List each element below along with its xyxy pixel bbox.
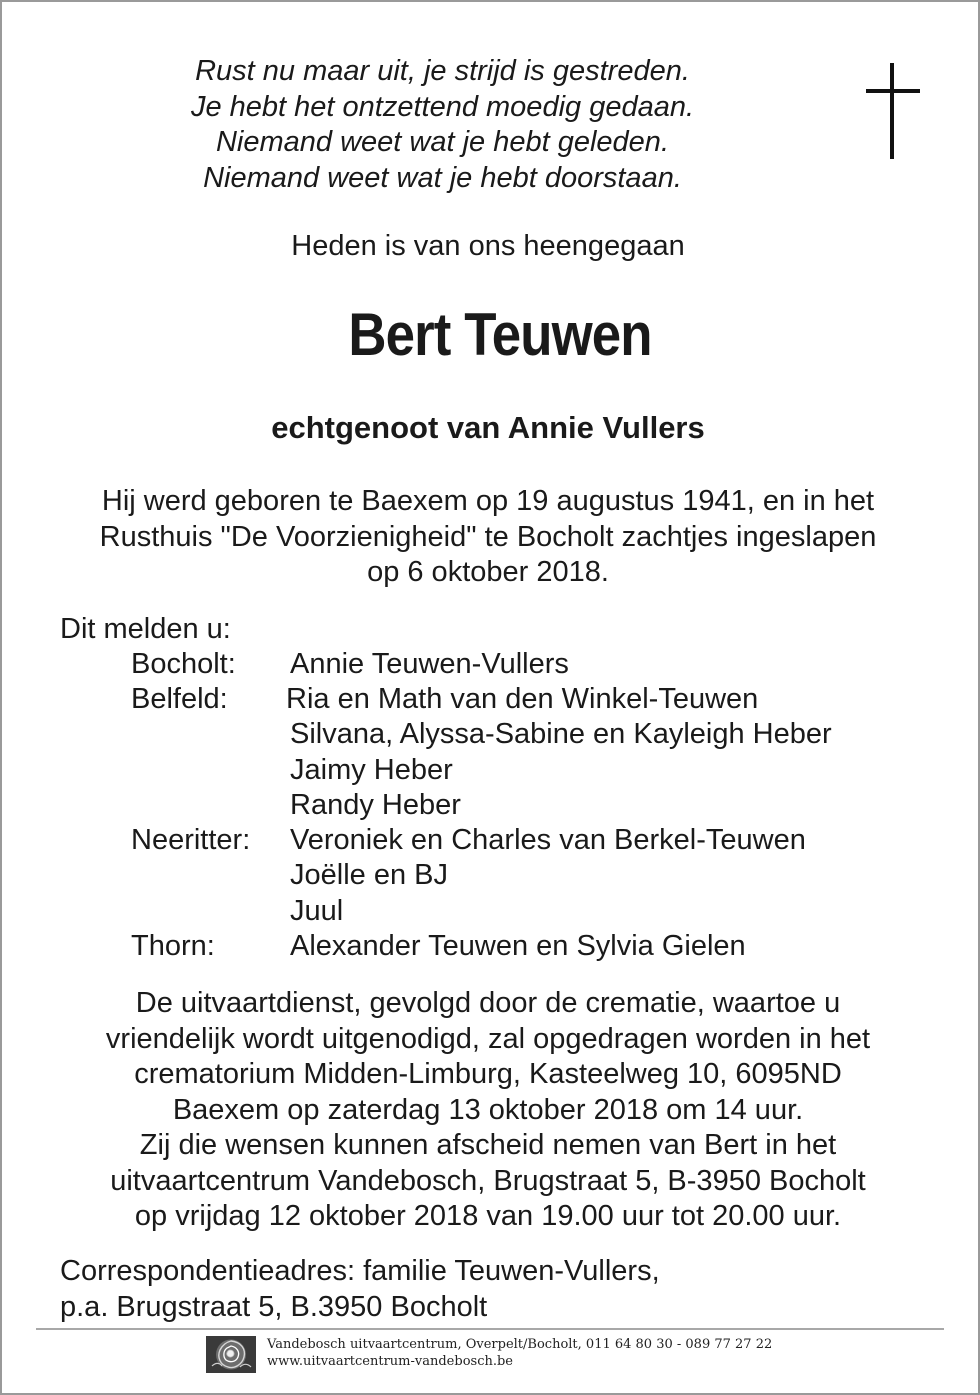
family-names: Annie Teuwen-Vullers	[290, 648, 569, 680]
footer-text	[267, 1336, 772, 1370]
birth-line: op 6 oktober 2018.	[367, 556, 609, 588]
cross-icon	[866, 63, 920, 159]
family-names: Juul	[290, 895, 344, 927]
footer-company: Vandebosch uitvaartcentrum, Overpelt/Bocholt, 011 64 80 30 - 089 77 27 22	[267, 1337, 773, 1352]
deceased-name: Bert Teuwen	[348, 301, 652, 368]
birth-line: Rusthuis "De Voorzienigheid" te Bocholt zachtjes ingeslapen	[99, 520, 877, 553]
ceremony-line: De uitvaartdienst, gevolgd door de crematie, waartoe u	[135, 987, 841, 1019]
spouse-line: echtgenoot van Annie Vullers	[271, 410, 705, 445]
ceremony-line: Baexem op zaterdag 13 oktober 2018 om 14 uur.	[172, 1093, 804, 1126]
footer-divider	[36, 1328, 944, 1330]
family-names: Jaimy Heber	[290, 754, 453, 786]
ceremony-line: op vrijdag 12 oktober 2018 van 19.00 uur tot 20.00 uur.	[134, 1200, 842, 1232]
birth-paragraph	[0, 484, 976, 591]
correspondence-address	[60, 1253, 660, 1325]
rose-logo-icon	[206, 1336, 256, 1373]
ceremony-line: vriendelijk wordt uitgenodigd, zal opgedragen worden in het	[105, 1022, 871, 1055]
family-names: Silvana, Alyssa-Sabine en Kayleigh Heber	[290, 718, 832, 750]
poem-line: Niemand weet wat je hebt doorstaan.	[203, 161, 682, 194]
family-place: Thorn:	[131, 930, 215, 962]
ceremony-line: crematorium Midden-Limburg, Kasteelweg 10, 6095ND	[134, 1058, 842, 1090]
intro-text: Heden is van ons heengegaan	[291, 230, 685, 262]
family-names: Veroniek en Charles van Berkel-Teuwen	[290, 824, 806, 856]
poem-line: Rust nu maar uit, je strijd is gestreden.	[195, 55, 690, 87]
family-names: Joëlle en BJ	[290, 859, 448, 891]
family-names: Alexander Teuwen en Sylvia Gielen	[290, 930, 746, 962]
footer-website[interactable]: www.uitvaartcentrum-vandebosch.be	[267, 1354, 513, 1369]
announcers-title: Dit melden u:	[60, 613, 231, 645]
poem-line: Je hebt het ontzettend moedig gedaan.	[190, 90, 695, 123]
ceremony-line: uitvaartcentrum Vandebosch, Brugstraat 5, B-3950 Bocholt	[110, 1164, 866, 1197]
family-names: Ria en Math van den Winkel-Teuwen	[286, 683, 759, 715]
family-place: Belfeld:	[131, 683, 228, 715]
poem	[0, 54, 885, 196]
poem-line: Niemand weet wat je hebt geleden.	[215, 126, 669, 158]
correspondence-line: p.a. Brugstraat 5, B.3950 Bocholt	[60, 1291, 488, 1323]
family-place: Bocholt:	[131, 648, 236, 680]
family-names: Randy Heber	[290, 789, 461, 821]
correspondence-line: Correspondentieadres: familie Teuwen-Vullers,	[60, 1255, 660, 1287]
ceremony-line: Zij die wensen kunnen afscheid nemen van Bert in het	[139, 1129, 837, 1161]
birth-line: Hij werd geboren te Baexem op 19 augustus 1941, en in het	[101, 485, 875, 517]
ceremony-paragraph	[0, 986, 976, 1235]
family-place: Neeritter:	[131, 824, 251, 856]
